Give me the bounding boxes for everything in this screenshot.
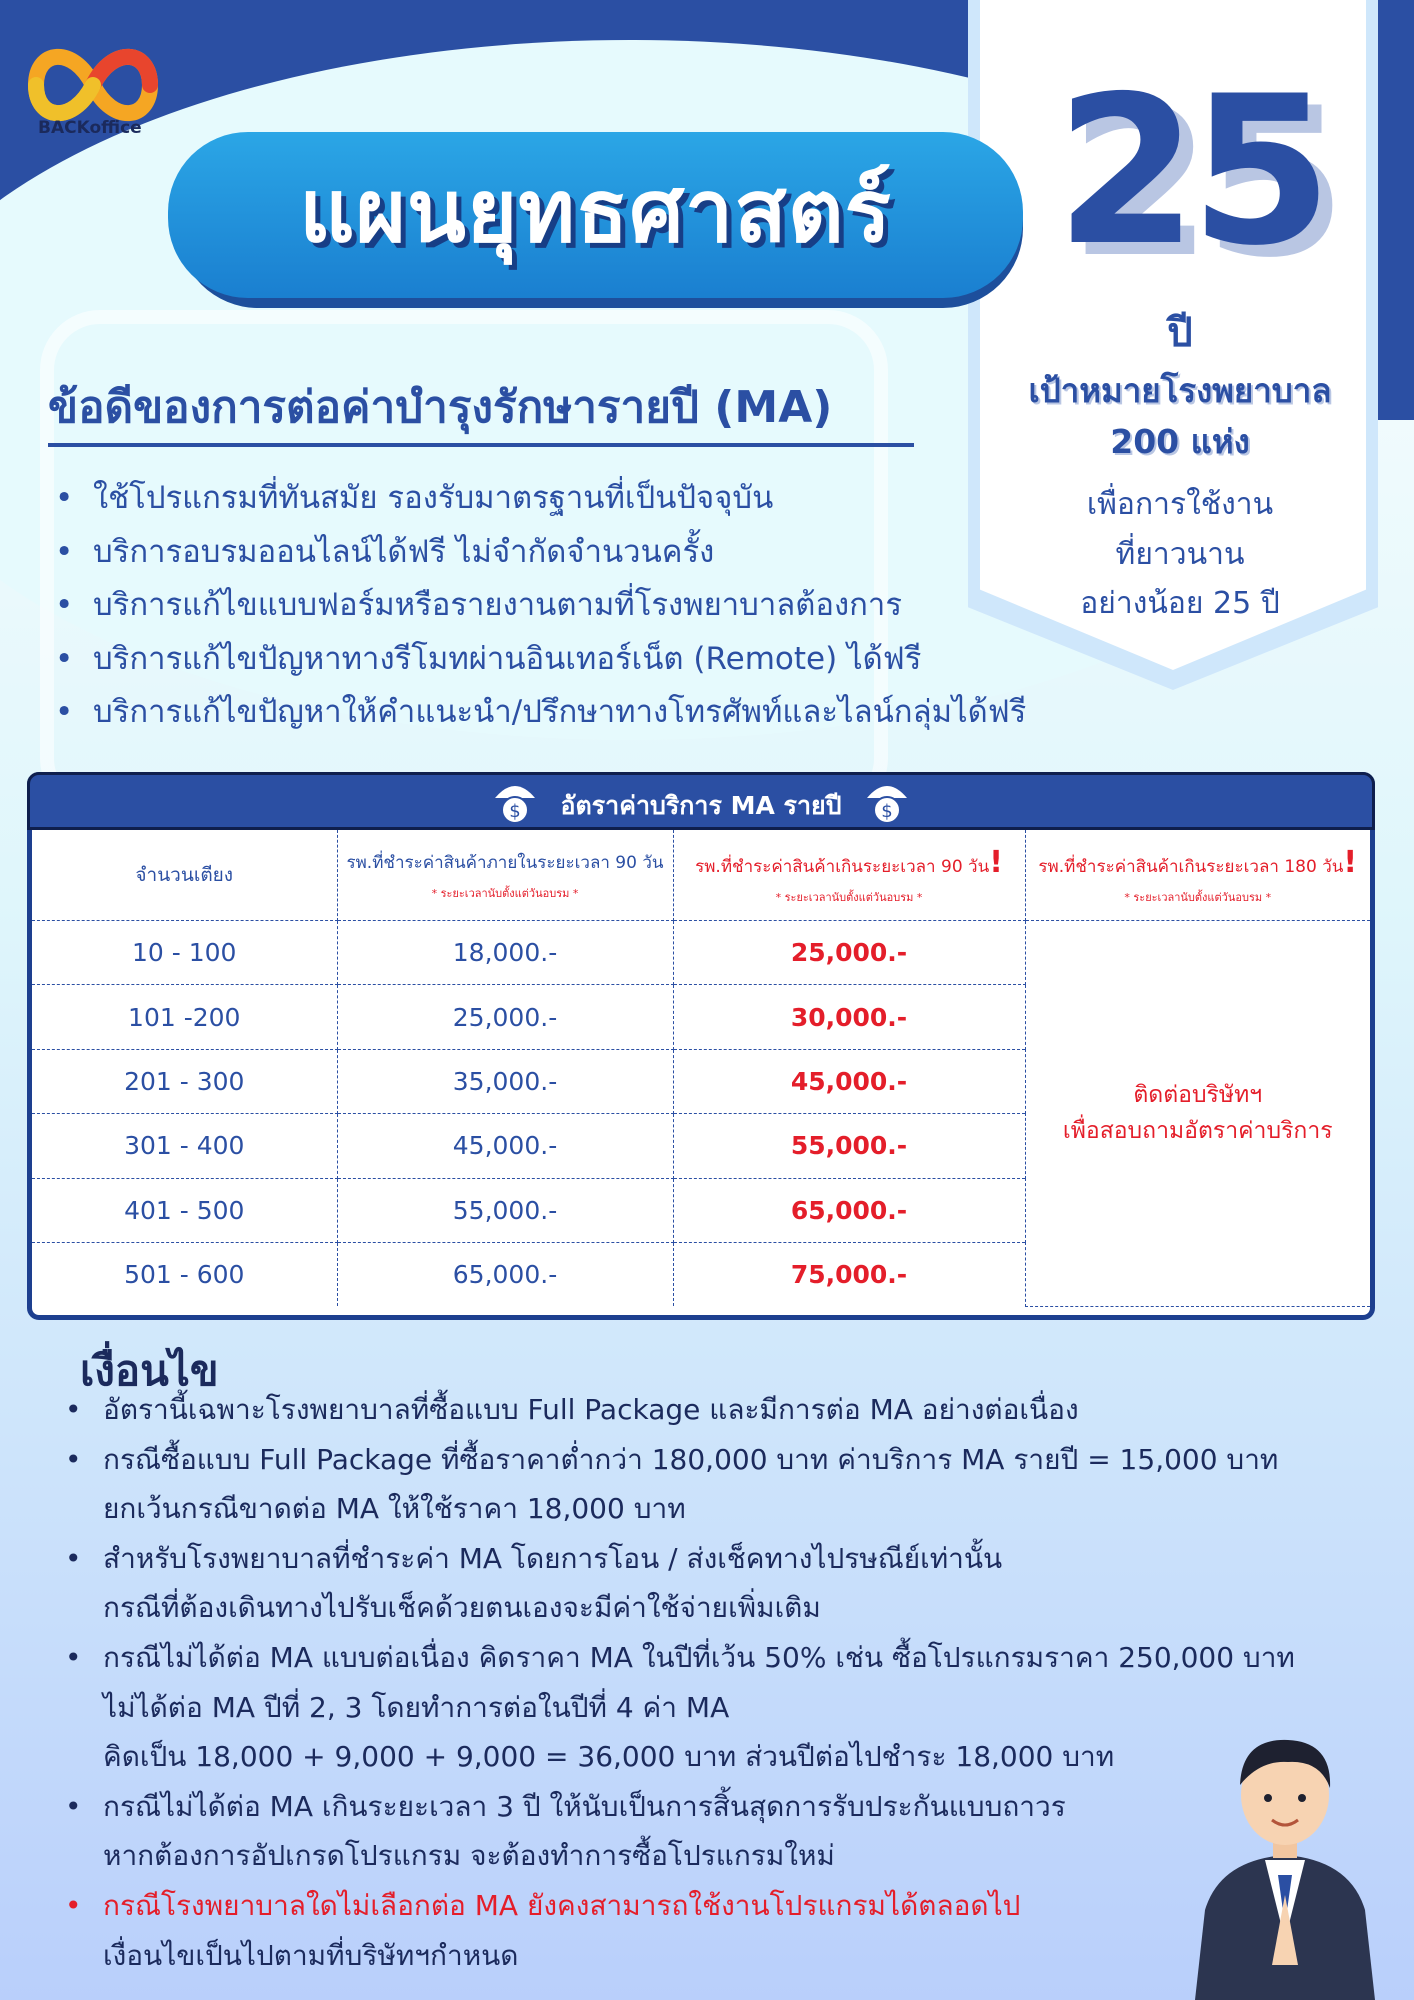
advantage-item: • บริการแก้ไขปัญหาให้คำแนะนำ/ปรึกษาทางโทรศัพท์และไลน์กลุ่มได้ฟรี: [55, 686, 1026, 740]
advantage-item: • บริการแก้ไขปัญหาทางรีโมทผ่านอินเทอร์เน็ต (Remote) ได้ฟรี: [55, 633, 1026, 687]
cell-over-90: 75,000.-: [673, 1242, 1025, 1306]
cell-beds: 301 - 400: [32, 1114, 337, 1178]
condition-item: • กรณีไม่ได้ต่อ MA เกินระยะเวลา 3 ปี ให้นับเป็นการสิ้นสุดการรับประกันแบบถาวร หากต้องการอัปเกรดโปรแกรม จะต้องทำการซื้อโปรแกรมใหม่: [65, 1782, 1325, 1881]
badge-goal-line2: 200 แห่ง: [1110, 422, 1250, 462]
advantages-heading: ข้อดีของการต่อค่าบำรุงรักษารายปี (MA): [48, 382, 833, 433]
cell-within-90: 35,000.-: [337, 1049, 673, 1113]
badge-sub-line3: อย่างน้อย 25 ปี: [1080, 586, 1280, 621]
header-beds: จำนวนเตียง: [32, 830, 337, 921]
exclamation-icon: !: [1343, 844, 1358, 880]
exclamation-icon: !: [989, 844, 1003, 880]
advantage-item: • บริการอบรมออนไลน์ได้ฟรี ไม่จำกัดจำนวนครั้ง: [55, 526, 1026, 580]
condition-item-highlight: • กรณีโรงพยาบาลใดไม่เลือกต่อ MA ยังคงสามารถใช้งานโปรแกรมได้ตลอดไป เงื่อนไขเป็นไปตามที่บริษัทฯกำหนด: [65, 1881, 1325, 1980]
badge-number: 25: [1055, 53, 1325, 291]
header-over-180: รพ.ที่ชำระค่าสินค้าเกินระยะเวลา 180 วัน! * ระยะเวลานับตั้งแต่วันอบรม *: [1025, 830, 1370, 921]
cell-within-90: 55,000.-: [337, 1178, 673, 1242]
cell-within-90: 25,000.-: [337, 985, 673, 1049]
cell-beds: 10 - 100: [32, 921, 337, 985]
cell-over-90: 25,000.-: [673, 921, 1025, 985]
header-within-90: รพ.ที่ชำระค่าสินค้าภายในระยะเวลา 90 วัน * ระยะเวลานับตั้งแต่วันอบรม *: [337, 830, 673, 921]
cell-within-90: 45,000.-: [337, 1114, 673, 1178]
header-over-90: รพ.ที่ชำระค่าสินค้าเกินระยะเวลา 90 วัน! * ระยะเวลานับตั้งแต่วันอบรม *: [673, 830, 1025, 921]
cell-beds: 401 - 500: [32, 1178, 337, 1242]
badge-subtext: [995, 480, 1365, 629]
advantages-underline: [48, 443, 914, 447]
badge-sub-line2: ที่ยาวนาน: [1115, 536, 1245, 572]
rate-table: [32, 830, 1370, 1307]
logo-text: BACKoffice: [38, 118, 142, 138]
svg-text:$: $: [881, 801, 893, 822]
advantage-item: • ใช้โปรแกรมที่ทันสมัย รองรับมาตรฐานที่เป็นปัจจุบัน: [55, 472, 1026, 526]
condition-item: • อัตรานี้เฉพาะโรงพยาบาลที่ซื้อแบบ Full Package และมีการต่อ MA อย่างต่อเนื่อง: [65, 1385, 1325, 1435]
table-header-row: [32, 830, 1370, 921]
page-title: แผนยุทธศาสตร์: [299, 162, 892, 262]
cell-within-90: 65,000.-: [337, 1242, 673, 1306]
condition-item: • กรณีซื้อแบบ Full Package ที่ซื้อราคาต่ำกว่า 180,000 บาท ค่าบริการ MA รายปี = 15,000 บาท ยกเว้นกรณีขาดต่อ MA ให้ใช้ราคา 18,000 บาท: [65, 1435, 1325, 1534]
background-right-stripe: [1376, 0, 1414, 420]
cell-beds: 501 - 600: [32, 1242, 337, 1306]
cell-over-90: 30,000.-: [673, 985, 1025, 1049]
cell-within-90: 18,000.-: [337, 921, 673, 985]
conditions-heading: เงื่อนไข: [80, 1346, 219, 1395]
svg-text:$: $: [509, 801, 521, 822]
conditions-list: [65, 1385, 1325, 1980]
cell-over-90: 65,000.-: [673, 1178, 1025, 1242]
cell-over-90: 55,000.-: [673, 1114, 1025, 1178]
badge-unit: ปี: [1167, 310, 1193, 356]
badge-sub-line1: เพื่อการใช้งาน: [1086, 487, 1274, 522]
cell-beds: 201 - 300: [32, 1049, 337, 1113]
cell-over-90: 45,000.-: [673, 1049, 1025, 1113]
cell-contact: ติดต่อบริษัทฯ เพื่อสอบถามอัตราค่าบริการ: [1025, 921, 1370, 1307]
table-row: [32, 921, 1370, 985]
badge-goal: [995, 365, 1365, 467]
greeting-person-icon: [1180, 1710, 1390, 2000]
advantages-list: [55, 472, 1026, 740]
rate-table-title: อัตราค่าบริการ MA รายปี: [560, 791, 842, 820]
badge-goal-line1: เป้าหมายโรงพยาบาล: [1028, 371, 1332, 410]
cell-beds: 101 -200: [32, 985, 337, 1049]
condition-item: • สำหรับโรงพยาบาลที่ชำระค่า MA โดยการโอน / ส่งเช็คทางไปรษณีย์เท่านั้น กรณีที่ต้องเดินทางไปรับเช็คด้วยตนเองจะมีค่าใช้จ่ายเพิ่มเติม: [65, 1534, 1325, 1633]
advantage-item: • บริการแก้ไขแบบฟอร์มหรือรายงานตามที่โรงพยาบาลต้องการ: [55, 579, 1026, 633]
condition-item: • กรณีไม่ได้ต่อ MA แบบต่อเนื่อง คิดราคา MA ในปีที่เว้น 50% เช่น ซื้อโปรแกรมราคา 250,000 บาท ไม่ได้ต่อ MA ปีที่ 2, 3 โดยทำการต่อในปีที่ 4 ค่า MA คิดเป็น 18,000 + 9,000 + 9,000 = 36,000 บาท ส่วนปีต่อไปชำระ 18,000 บาท: [65, 1633, 1325, 1782]
